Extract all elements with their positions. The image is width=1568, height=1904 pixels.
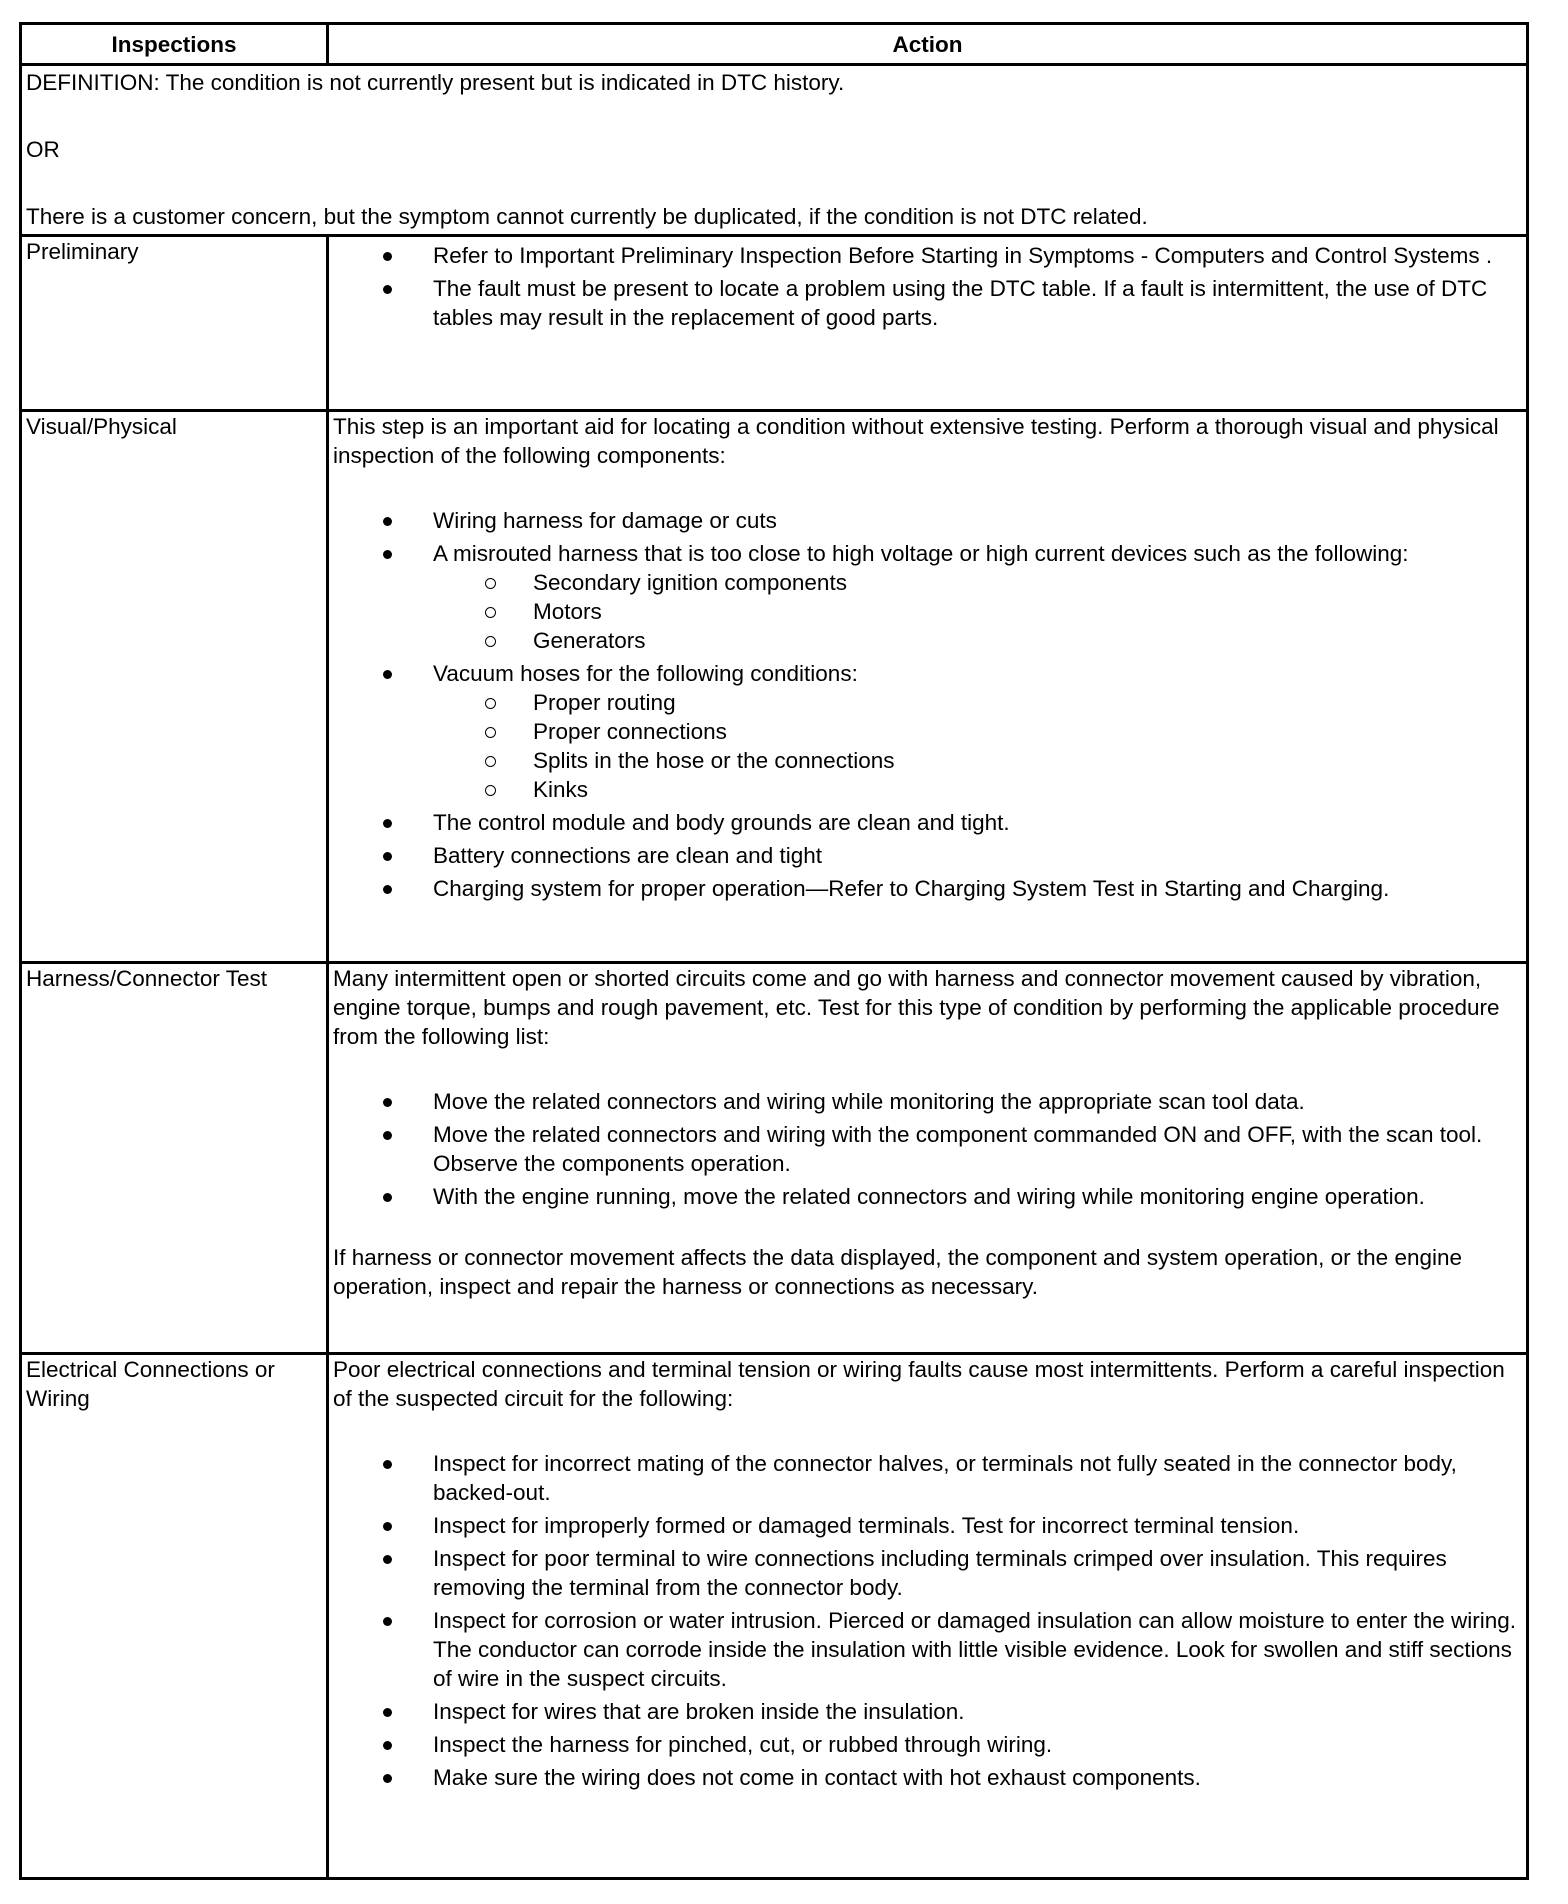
bullet-list bbox=[333, 241, 1522, 332]
list-item: Make sure the wiring does not come in contact with hot exhaust components. bbox=[333, 1763, 1522, 1792]
bullet-icon bbox=[383, 1460, 392, 1469]
bullet-icon bbox=[383, 670, 392, 679]
action-harness-connector bbox=[328, 963, 1528, 1354]
list-item: Move the related connectors and wiring with the component commanded ON and OFF, with the scan tool. Observe the components operation. bbox=[333, 1120, 1522, 1178]
definition-or: OR bbox=[26, 137, 60, 162]
bullet-icon bbox=[383, 1617, 392, 1626]
list-item: Refer to Important Preliminary Inspection Before Starting in Symptoms - Computers and Control Systems . bbox=[333, 241, 1522, 270]
definition-cell bbox=[21, 65, 1528, 236]
sub-list-item: Motors bbox=[433, 597, 1522, 626]
bullet-icon bbox=[383, 885, 392, 894]
sub-list bbox=[333, 568, 1522, 655]
definition-text: DEFINITION: The condition is not currently present but is indicated in DTC history. bbox=[26, 70, 845, 95]
inspection-table bbox=[19, 22, 1529, 1880]
sub-list bbox=[333, 688, 1522, 804]
bullet-icon bbox=[383, 852, 392, 861]
bullet-icon bbox=[383, 1741, 392, 1750]
definition-row bbox=[21, 65, 1528, 236]
bullet-icon bbox=[383, 550, 392, 559]
row-harness-connector bbox=[21, 963, 1528, 1354]
circle-bullet-icon bbox=[485, 756, 496, 767]
bullet-icon bbox=[383, 1555, 392, 1564]
list-item: The control module and body grounds are clean and tight. bbox=[333, 808, 1522, 837]
inspection-visual-physical: Visual/Physical bbox=[21, 411, 328, 963]
list-item: Battery connections are clean and tight bbox=[333, 841, 1522, 870]
definition-concern: There is a customer concern, but the symptom cannot currently be duplicated, if the condition is not DTC related. bbox=[26, 204, 1148, 229]
circle-bullet-icon bbox=[485, 636, 496, 647]
action-electrical-connections bbox=[328, 1354, 1528, 1879]
harness-outro: If harness or connector movement affects the data displayed, the component and system operation, or the engine operation, inspect and repair the harness or connections as necessary. bbox=[333, 1245, 1463, 1299]
row-visual-physical bbox=[21, 411, 1528, 963]
row-electrical-connections bbox=[21, 1354, 1528, 1879]
bullet-icon bbox=[383, 1708, 392, 1717]
circle-bullet-icon bbox=[485, 785, 496, 796]
action-visual-physical bbox=[328, 411, 1528, 963]
bullet-icon bbox=[383, 1193, 392, 1202]
bullet-icon bbox=[383, 1774, 392, 1783]
list-item: Inspect for corrosion or water intrusion. Pierced or damaged insulation can allow moisture to enter the wiring. The conductor can corrode inside the insulation with little visible evidence. Look for swollen and stiff sections of wire in the suspect circuits. bbox=[333, 1606, 1522, 1693]
list-item: Inspect for poor terminal to wire connections including terminals crimped over insulation. This requires removing the terminal from the connector body. bbox=[333, 1544, 1522, 1602]
bullet-icon bbox=[383, 1131, 392, 1140]
bullet-icon bbox=[383, 252, 392, 261]
row-preliminary bbox=[21, 236, 1528, 411]
bullet-list bbox=[333, 1087, 1522, 1211]
header-action: Action bbox=[328, 24, 1528, 65]
sub-list-item: Splits in the hose or the connections bbox=[433, 746, 1522, 775]
list-item: With the engine running, move the related connectors and wiring while monitoring engine operation. bbox=[333, 1182, 1522, 1211]
bullet-list bbox=[333, 1449, 1522, 1792]
sub-list-item: Secondary ignition components bbox=[433, 568, 1522, 597]
sub-list-item: Kinks bbox=[433, 775, 1522, 804]
sub-list-item: Generators bbox=[433, 626, 1522, 655]
list-item: Move the related connectors and wiring while monitoring the appropriate scan tool data. bbox=[333, 1087, 1522, 1116]
inspection-harness-connector: Harness/Connector Test bbox=[21, 963, 328, 1354]
list-item: The fault must be present to locate a problem using the DTC table. If a fault is intermittent, the use of DTC tables may result in the replacement of good parts. bbox=[333, 274, 1522, 332]
list-item: Inspect for improperly formed or damaged terminals. Test for incorrect terminal tension. bbox=[333, 1511, 1522, 1540]
inspection-electrical-connections: Electrical Connections or Wiring bbox=[21, 1354, 328, 1879]
visual-intro: This step is an important aid for locating a condition without extensive testing. Perform a thorough visual and physical inspection of the following components: bbox=[333, 414, 1499, 468]
circle-bullet-icon bbox=[485, 698, 496, 709]
header-row bbox=[21, 24, 1528, 65]
list-item: Inspect the harness for pinched, cut, or rubbed through wiring. bbox=[333, 1730, 1522, 1759]
list-item: A misrouted harness that is too close to high voltage or high current devices such as the following: Secondary ignition components Motors Generators bbox=[333, 539, 1522, 655]
bullet-list bbox=[333, 506, 1522, 903]
list-item: Vacuum hoses for the following conditions: Proper routing Proper connections Splits in the hose or the connections Kinks bbox=[333, 659, 1522, 804]
header-inspections: Inspections bbox=[21, 24, 328, 65]
sub-list-item: Proper routing bbox=[433, 688, 1522, 717]
harness-intro: Many intermittent open or shorted circuits come and go with harness and connector movement caused by vibration, engine torque, bumps and rough pavement, etc. Test for this type of condition by performing the applicable procedure from the following list: bbox=[333, 966, 1500, 1049]
bullet-icon bbox=[383, 1098, 392, 1107]
action-preliminary bbox=[328, 236, 1528, 411]
circle-bullet-icon bbox=[485, 578, 496, 589]
list-item: Charging system for proper operation—Refer to Charging System Test in Starting and Charging. bbox=[333, 874, 1522, 903]
bullet-icon bbox=[383, 285, 392, 294]
bullet-icon bbox=[383, 1522, 392, 1531]
list-item: Inspect for incorrect mating of the connector halves, or terminals not fully seated in the connector body, backed-out. bbox=[333, 1449, 1522, 1507]
bullet-icon bbox=[383, 517, 392, 526]
circle-bullet-icon bbox=[485, 727, 496, 738]
list-item: Inspect for wires that are broken inside the insulation. bbox=[333, 1697, 1522, 1726]
circle-bullet-icon bbox=[485, 607, 496, 618]
list-item: Wiring harness for damage or cuts bbox=[333, 506, 1522, 535]
bullet-icon bbox=[383, 819, 392, 828]
inspection-preliminary: Preliminary bbox=[21, 236, 328, 411]
electrical-intro: Poor electrical connections and terminal tension or wiring faults cause most intermittents. Perform a careful inspection of the suspected circuit for the following: bbox=[333, 1357, 1505, 1411]
sub-list-item: Proper connections bbox=[433, 717, 1522, 746]
